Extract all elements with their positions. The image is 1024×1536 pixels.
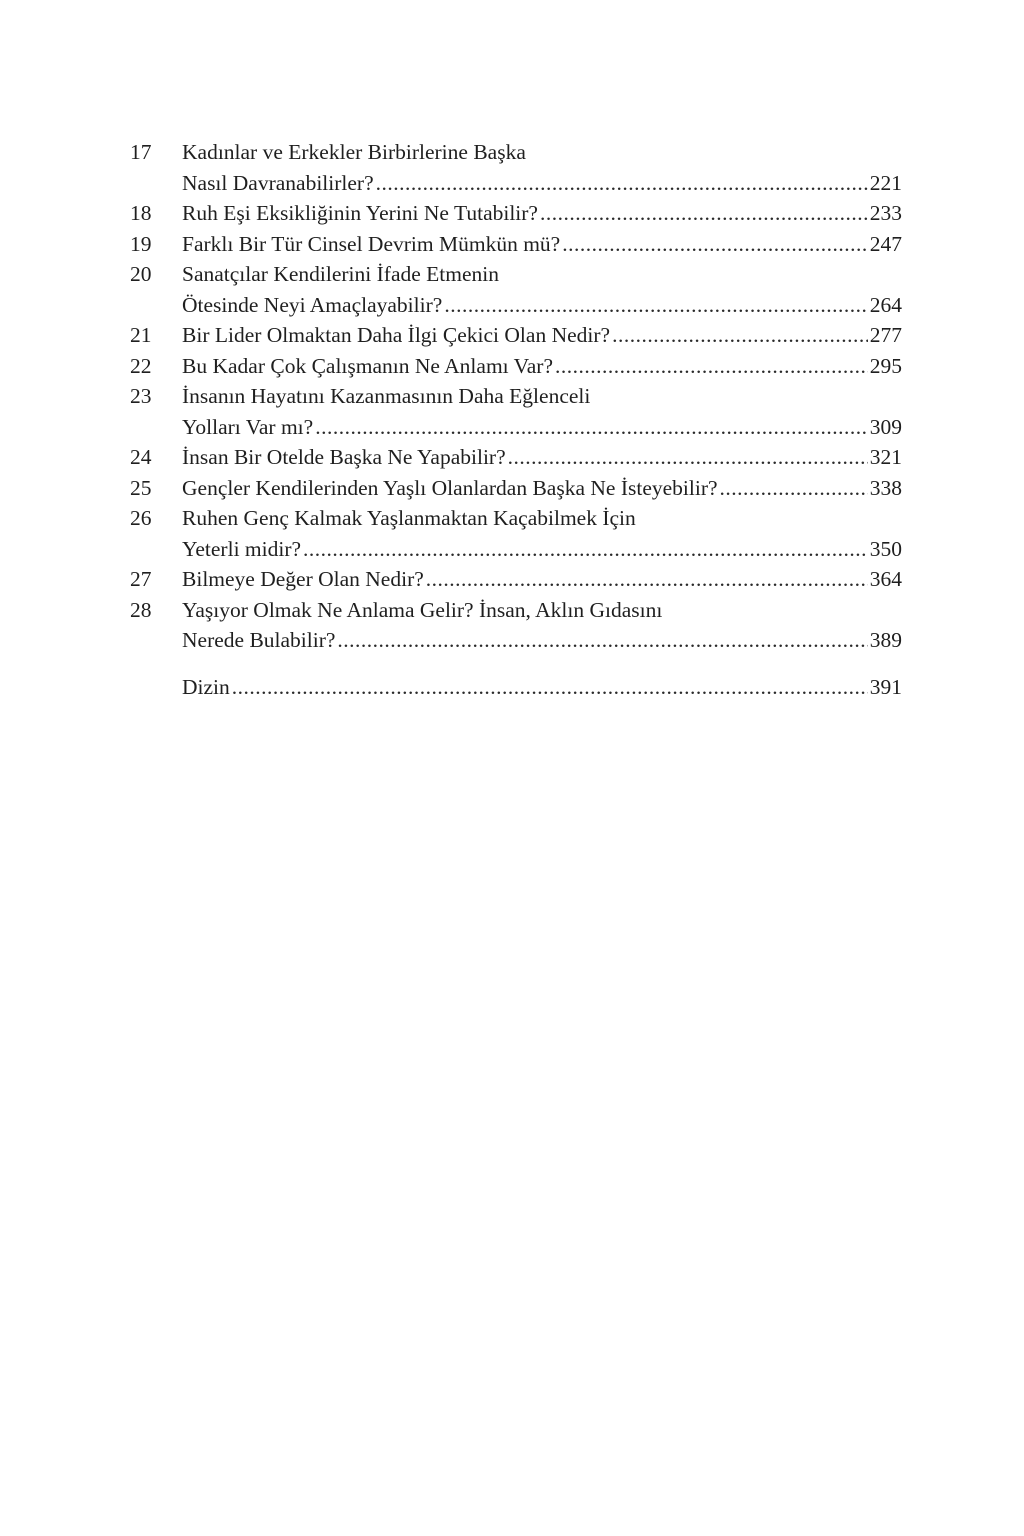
toc-entry-25 [130, 473, 902, 504]
chapter-number: 24 [130, 445, 152, 469]
chapter-number: 23 [130, 384, 152, 408]
dot-leader [315, 412, 868, 443]
chapter-number: 22 [130, 353, 152, 378]
chapter-number: 17 [130, 140, 152, 164]
page-number: 350 [869, 536, 902, 561]
dot-leader [508, 442, 868, 473]
toc-entry-20 [130, 259, 902, 320]
chapter-number: 26 [130, 506, 152, 530]
chapter-number: 27 [130, 567, 152, 591]
chapter-title: Yaşıyor Olmak Ne Anlama Gelir? İnsan, Aklın Gıdasını [182, 597, 663, 622]
chapter-title: Ruh Eşi Eksikliğinin Yerini Ne Tutabilir? [182, 201, 538, 225]
dot-leader [376, 168, 868, 199]
dot-leader [555, 351, 868, 382]
toc-entry-19 [130, 229, 902, 260]
index-title: Dizin [182, 674, 230, 699]
chapter-number: 19 [130, 231, 152, 256]
chapter-number: 25 [130, 475, 152, 500]
page-number: 321 [869, 445, 902, 469]
dot-leader [337, 625, 867, 656]
toc-entry-17 [130, 137, 902, 198]
chapter-title: Bir Lider Olmaktan Daha İlgi Çekici Olan Nedir? [182, 323, 611, 347]
chapter-title: Kadınlar ve Erkekler Birbirlerine Başka [182, 140, 526, 164]
table-of-contents [130, 137, 902, 702]
toc-entry-23 [130, 381, 902, 442]
page-number: 364 [869, 567, 902, 591]
dot-leader [426, 564, 868, 595]
dot-leader [720, 473, 868, 504]
toc-entry-18 [130, 198, 902, 229]
chapter-title: İnsanın Hayatını Kazanmasının Daha Eğlenceli [182, 384, 591, 408]
chapter-title: Sanatçılar Kendilerini İfade Etmenin [182, 262, 499, 286]
page-number: 233 [869, 201, 902, 225]
chapter-title: Bilmeye Değer Olan Nedir? [182, 567, 424, 591]
toc-entry-28 [130, 595, 902, 656]
chapter-title-continued: Nerede Bulabilir? [182, 628, 336, 652]
toc-entry-24 [130, 442, 902, 473]
page-number: 247 [869, 231, 902, 256]
chapter-title-continued: Yeterli midir? [182, 536, 302, 561]
chapter-number: 28 [130, 597, 152, 622]
dot-leader [612, 320, 868, 351]
page-number: 309 [869, 414, 902, 439]
dot-leader [562, 229, 868, 260]
chapter-title: Farklı Bir Tür Cinsel Devrim Mümkün mü? [182, 231, 561, 256]
toc-entry-22 [130, 351, 902, 382]
page-number: 338 [869, 475, 902, 500]
chapter-title: Gençler Kendilerinden Yaşlı Olanlardan Başka Ne İsteyebilir? [182, 475, 718, 500]
page-number: 264 [869, 292, 902, 317]
dot-leader [444, 290, 867, 321]
page-number: 277 [869, 323, 902, 347]
chapter-number: 20 [130, 262, 152, 286]
dot-leader [540, 198, 868, 229]
dot-leader [303, 534, 868, 565]
toc-entry-index [130, 672, 902, 703]
toc-entry-21 [130, 320, 902, 351]
chapter-title: Ruhen Genç Kalmak Yaşlanmaktan Kaçabilmek İçin [182, 506, 636, 530]
page-number: 391 [869, 674, 902, 699]
page-number: 221 [869, 170, 902, 195]
toc-entry-27 [130, 564, 902, 595]
chapter-title-continued: Yolları Var mı? [182, 414, 314, 439]
chapter-title: İnsan Bir Otelde Başka Ne Yapabilir? [182, 445, 506, 469]
toc-entry-26 [130, 503, 902, 564]
page-number: 389 [869, 628, 902, 652]
chapter-number: 21 [130, 323, 152, 347]
page-number: 295 [869, 353, 902, 378]
chapter-number: 18 [130, 201, 152, 225]
chapter-title-continued: Ötesinde Neyi Amaçlayabilir? [182, 292, 443, 317]
chapter-title: Bu Kadar Çok Çalışmanın Ne Anlamı Var? [182, 353, 554, 378]
chapter-title-continued: Nasıl Davranabilirler? [182, 170, 374, 195]
dot-leader [232, 672, 868, 703]
